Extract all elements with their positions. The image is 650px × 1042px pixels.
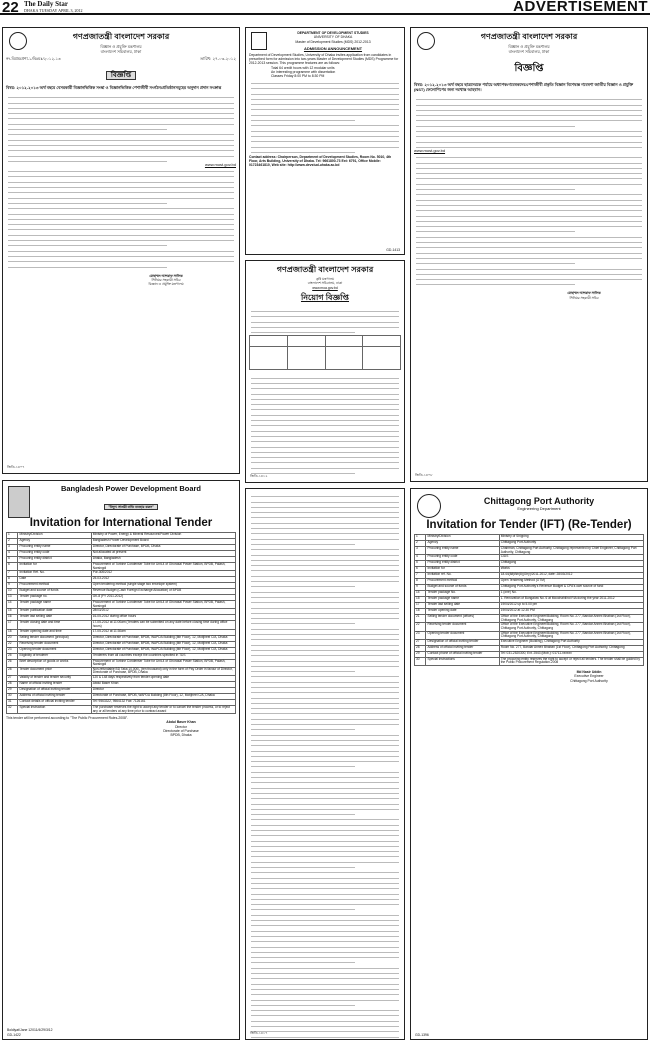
- row-label: Budget and source of funds: [18, 589, 91, 595]
- signer-name: মোহাম্মদ আশরাফ সালিক: [567, 291, 601, 296]
- feature-3: Classes Friday 8:00 PM to 8:30 PM: [271, 74, 325, 79]
- row-value: Procurement of Turbine Condenser Tube for Unit-4 of Ghorasal Power Station, BPDB, Palash, Narsingdi: [91, 601, 235, 609]
- row-value: 1 (one) No.: [499, 591, 643, 597]
- row-value: 17-05-2012 at 11:00am (Tenders can be submitted on any date before closing time during office hours): [91, 621, 235, 629]
- row-label: Tender package name: [18, 601, 91, 609]
- office-name: বাংলাদেশ সচিবালয়, ঢাকা: [307, 281, 343, 286]
- row-value: Directorate of Purchase, BPDB, WAPDA Building (8th Floor), 12, Motijheel C/A, Dhaka: [91, 693, 235, 699]
- bpdb-logo-icon: [8, 486, 30, 518]
- row-value: 19/04/2012 at 12.30 PM: [499, 609, 643, 615]
- row-number: 17: [415, 603, 426, 609]
- ad-code: জিডি-১৪০৮: [415, 473, 433, 477]
- row-label: Tender package name: [426, 597, 499, 603]
- row-label: Procurement method: [18, 583, 91, 589]
- notice-label: বিজ্ঞপ্তি: [514, 63, 544, 74]
- ad-cpa-tender: [410, 488, 648, 1040]
- row-value: Procurement of Turbine Condenser Tube for Unit-4 of Ghorasal Power Station, BPDB, Palash, Narsingdi: [91, 563, 235, 571]
- row-number: 5: [7, 557, 18, 563]
- row-label: Procuring entity code: [426, 555, 499, 561]
- row-label: Ministry/Division: [18, 533, 91, 539]
- row-number: 6: [415, 567, 426, 573]
- table-row: [415, 657, 644, 665]
- row-label: Agency: [18, 539, 91, 545]
- notice-label: বিজ্ঞপ্তি: [106, 71, 136, 80]
- memo-number: নং-বিপ্রম/প্রশা-১/বিঃমঃ/২০১২-১৩: [6, 56, 61, 61]
- signature-block: [524, 291, 644, 300]
- row-number: 6: [7, 563, 18, 571]
- newspaper-date: DHAKA TUESDAY APRIL 3, 2012: [24, 8, 83, 13]
- signer-office: Directorate of Purchase: [163, 729, 199, 734]
- row-label: Contact details of official inviting tender: [18, 699, 91, 705]
- row-number: 31: [7, 699, 18, 705]
- notice-label: নিয়োগ বিজ্ঞপ্তি: [300, 292, 350, 302]
- row-number: 10: [7, 589, 18, 595]
- row-label: Tender last selling date: [18, 615, 91, 621]
- row-value: Director, Directorate of Purchase, BPDB, WAPDA Building (8th Floor), 12, Motijheel C/A, Dhaka: [91, 641, 235, 647]
- row-label: Invitation ref. No.: [426, 573, 499, 579]
- signature-block: [534, 670, 644, 683]
- memo-date: তারিখ: ২৭-০৩-২০১২: [200, 56, 236, 61]
- row-value: Not allocated at present: [91, 551, 235, 557]
- row-value: Ministry of Shipping: [499, 535, 643, 541]
- row-number: 18: [7, 629, 18, 635]
- ad-title: গণপ্রজাতন্ত্রী বাংলাদেশ সরকার: [276, 265, 374, 274]
- row-label: Tender package no.: [18, 595, 91, 601]
- row-label: Receiving tender document: [426, 623, 499, 631]
- row-value: 1. Renovation of Bungalow No. 6 at Moochahillnd RIA during the year 2011-2012: [499, 597, 643, 603]
- row-label: Tender opening date: [426, 609, 499, 615]
- tender-heading: Invitation for Tender (IFT) (Re-Tender): [426, 519, 632, 531]
- row-number: 25: [7, 653, 18, 659]
- contact-address: Contact address: Chairperson, Department of Development Studies, Room No. 5010, 4th Floor, Arts Building, University of Dhaka. Tel: 9661800-73 Ext: 6791, Office Mobile: 01723461810, Web site: http://www.devstud-uhaka.ac.bd: [249, 154, 392, 168]
- row-number: 14: [7, 601, 18, 609]
- row-number: 8: [7, 577, 18, 583]
- ministry-website-link[interactable]: www.most.gov.bd: [414, 147, 446, 153]
- signer-office: Chittagong Port Authority: [570, 678, 608, 683]
- ad-title: গণপ্রজাতন্ত্রী বাংলাদেশ সরকার: [480, 32, 578, 41]
- row-number: 17: [7, 621, 18, 629]
- org-motto: "বিদ্যুৎ সাশ্রয়ী বাতি ব্যবহার করুন": [104, 504, 158, 510]
- table-row: [7, 705, 236, 713]
- row-number: 4: [415, 555, 426, 561]
- row-number: 27: [415, 639, 426, 645]
- row-label: Procuring entity code: [18, 551, 91, 557]
- newspaper-masthead: [24, 0, 83, 13]
- admission-heading: ADMISSION ANNOUNCEMENT: [303, 45, 363, 51]
- row-value: Tel: 031-2520300, Ext. 2543 (Mob.): 01711-xxxxxx: [499, 651, 643, 657]
- ministry-website-link[interactable]: www.moa.gov.bd: [312, 285, 338, 290]
- page-header: [0, 0, 650, 15]
- row-label: Procuring entity name: [18, 545, 91, 551]
- row-value: 18.44(88)Bib(8)(Ghy)/2011-2012, date: 28/03/2012: [499, 573, 643, 579]
- admission-body: Department of Development Studies, University of Dhaka invites application from candidates in prescribed form for admission into two-years Master of Development Studies (MDS) Programme for 2012-2013 session. This programme features are as follows:: [249, 52, 399, 66]
- row-value: 19/04/2012 up to 5.00 pm: [499, 603, 643, 609]
- row-value: Tenderers from all countries except the countries specified in TDS: [91, 653, 235, 659]
- signer-name: Md Nasir Uddin: [576, 669, 602, 674]
- table-row: [7, 621, 236, 629]
- org-name: Chittagong Port Authority: [483, 496, 595, 506]
- row-label: Tender last selling date: [426, 603, 499, 609]
- ad-title: গণপ্রজাতন্ত্রী বাংলাদেশ সরকার: [72, 32, 170, 41]
- ministry-name: বিজ্ঞান ও প্রযুক্তি মন্ত্রণালয়: [508, 44, 550, 49]
- ad-nst-fellowship: [410, 27, 648, 482]
- signer-name: মোহাম্মদ আশরাফ সালিক: [149, 273, 183, 278]
- tender-heading: Invitation for International Tender: [29, 517, 213, 529]
- row-number: 15: [415, 597, 426, 603]
- row-label: Tender document price: [18, 667, 91, 675]
- row-number: 4: [7, 551, 18, 557]
- row-number: 8: [415, 579, 426, 585]
- signature-block: [126, 720, 236, 737]
- row-value: Works: [499, 567, 643, 573]
- row-value: Office of the Executive Engineer/Building, Room No. 277, Bandar Annex Bhaban (1st Floor), Chittagong Port Authority, Chittagong: [499, 623, 643, 631]
- row-number: 21: [415, 615, 426, 623]
- row-label: Opening tender document: [426, 631, 499, 639]
- row-label: Tender publication date: [18, 609, 91, 615]
- row-label: Procuring entity name: [426, 547, 499, 555]
- ad-code: জিডি-১৪১৭: [250, 1031, 268, 1035]
- row-number: 32: [7, 705, 18, 713]
- row-number: 2: [7, 539, 18, 545]
- row-value: Chittagong Port Authority: [499, 541, 643, 547]
- signer-title: সিনিয়র সহকারী সচিব: [151, 277, 181, 282]
- row-number: 16: [7, 615, 18, 621]
- cpa-logo-icon: [417, 494, 441, 518]
- row-label: Selling tender document (principal): [18, 635, 91, 641]
- row-value: Ministry of Power, Energy & Mineral Resources/Power Division: [91, 533, 235, 539]
- row-label: Opening tender document: [18, 647, 91, 653]
- notice-body: [6, 93, 236, 162]
- row-label: Ministry/Division: [426, 535, 499, 541]
- ad-reference: Boldiyat/Jane 12011/4/29/3/12: [7, 1028, 53, 1032]
- row-number: 13: [7, 595, 18, 601]
- row-label: Invitation for: [18, 563, 91, 571]
- signature-block: [96, 274, 236, 287]
- row-number: 3: [7, 545, 18, 551]
- row-label: Procuring entity district: [426, 561, 499, 567]
- row-number: 2: [415, 541, 426, 547]
- row-label: Budget and source of funds: [426, 585, 499, 591]
- row-number: 18: [415, 609, 426, 615]
- ministry-website-link[interactable]: www.most.gov.bd: [204, 161, 236, 167]
- ad-development-studies: [245, 27, 405, 255]
- row-value: Office of the Executive Engineer/Building, Room No. 277, Bandar Annex Bhaban (1st Floor), Chittagong Port Authority, Chittagong: [499, 631, 643, 639]
- university-logo-icon: [251, 32, 267, 50]
- ad-code: জিডি-১৪০৭: [7, 465, 25, 469]
- government-seal-icon: [417, 32, 435, 50]
- vacancy-table: [249, 335, 401, 370]
- row-value: Procurement of Turbine Condenser Tube for Unit-4 of Ghorasal Power Station, BPDB, Palash, Narsingdi: [91, 659, 235, 667]
- feature-1: Total 64 credit hours with 12 modular units: [271, 65, 335, 70]
- row-number: 30: [7, 693, 18, 699]
- row-value: Director, Directorate of Purchase, BPDB, WAPDA Building (8th Floor), 12, Motijheel C/A, Dhaka: [91, 635, 235, 641]
- ministry-name: বিজ্ঞান ও প্রযুক্তি মন্ত্রণালয়: [100, 44, 142, 49]
- row-number: 29: [415, 651, 426, 657]
- tender-info-table: [414, 534, 644, 666]
- row-number: 29: [7, 687, 18, 693]
- row-value: 16-05-2012 during office hours: [91, 615, 235, 621]
- row-number: 26: [7, 659, 18, 667]
- row-number: 15: [7, 609, 18, 615]
- row-value: Abdul Baser Khan: [91, 681, 235, 687]
- row-number: 23: [7, 647, 18, 653]
- signer-name: Abdul Baser Khan: [166, 720, 196, 725]
- row-number: 1: [415, 535, 426, 541]
- row-number: 3: [415, 547, 426, 555]
- row-value: Revenue Budget (Cash Foreign Exchange Allocation) of BPDB: [91, 589, 235, 595]
- row-number: 7: [7, 571, 18, 577]
- row-label: Tender package No.: [426, 591, 499, 597]
- row-value: The purchaser reserves the right to accept any tender or to cancel the tender process, or to reject any or all tenders at any time prior to contract award: [91, 705, 235, 713]
- row-number: 9: [7, 583, 18, 589]
- row-value: CIDS: [499, 555, 643, 561]
- ad-code: GD-1422: [7, 1033, 21, 1037]
- newspaper-name: The Daily Star: [24, 0, 68, 8]
- row-number: 14: [415, 591, 426, 597]
- government-seal-icon: [9, 32, 27, 50]
- section-title: ADVERTISEMENT: [513, 0, 648, 15]
- ad-code: জিডি-১৪১২: [250, 474, 268, 478]
- row-number: 28: [7, 681, 18, 687]
- signer-office: বিজ্ঞান ও প্রযুক্তি মন্ত্রণালয়: [148, 282, 184, 287]
- row-value: Non-refundable BD Taka 10,000/- (ten thousand) only in the form of Pay Order in favour of Director, Directorate of Purchase, BPDB, Dhaka: [91, 667, 235, 675]
- row-value: Chittagong: [499, 561, 643, 567]
- row-label: Contact phone of official inviting tender: [426, 651, 499, 657]
- row-value: Pur-306/2012: [91, 571, 235, 577]
- university-name: UNIVERSITY OF DHAKA: [313, 35, 353, 40]
- page-number: 22: [2, 0, 19, 15]
- ad-agriculture-conditions: [245, 488, 405, 1040]
- row-label: Special instruction: [18, 705, 91, 713]
- row-value: Open Tendering Method (OTM): [499, 579, 643, 585]
- row-value: 28/03/2012: [91, 609, 235, 615]
- ministry-name: কৃষি মন্ত্রণালয়: [316, 277, 334, 281]
- row-value: 17-05-2012 at 11:30am: [91, 629, 235, 635]
- row-label: Name of official inviting tender: [18, 681, 91, 687]
- row-number: 28: [7, 667, 18, 675]
- org-subtitle: Engineering Department: [517, 506, 561, 511]
- ad-bpdb-tender: [2, 480, 240, 1040]
- row-label: Address of official inviting tender: [426, 645, 499, 651]
- row-value: Room No. 277, Bandar Annex Bhaban (1st Floor), Chittagong Port Authority, Chittagong: [499, 645, 643, 651]
- row-value: Chittagong Port Authority's Revenue Budget & CPA's own source of fund: [499, 585, 643, 591]
- signer-title: সিনিয়র সহকারী সচিব: [569, 295, 599, 300]
- row-label: Validity of tender and tender security: [18, 675, 91, 681]
- row-value: 25-03-2012: [91, 577, 235, 583]
- row-number: 20: [7, 635, 18, 641]
- row-label: Date: [18, 577, 91, 583]
- table-row: [415, 623, 644, 631]
- dept-name: DEPARTMENT OF DEVELOPMENT STUDIES: [297, 31, 369, 35]
- row-value: Director, Directorate of Purchase, BPDB, Dhaka: [91, 545, 235, 551]
- office-name: বাংলাদেশ সচিবালয়, ঢাকা: [508, 49, 550, 54]
- row-number: 23: [415, 631, 426, 639]
- row-number: 27: [7, 675, 18, 681]
- program-name: Master of Development Studies (MDS) 2012-2013: [295, 39, 371, 44]
- signer-place: BPDB, Dhaka: [170, 733, 192, 738]
- row-value: GK-8 (FY 2011-2012): [91, 595, 235, 601]
- row-label: Procuring entity district: [18, 557, 91, 563]
- notice-subject: বিষয়: ২০১২-২০১৩ অর্থ বছরে বেসরকারী বিজ্ঞানভিত্তিক সংস্থা ও বিজ্ঞানভিত্তিক পেশাজীবী সংগঠন/প্রতিষ্ঠানসমূহের অনুদান প্রদান সংক্রান্ত: [6, 85, 222, 90]
- row-value: Director: [91, 687, 235, 693]
- row-value: Executive Engineer (Building), Chittagong Port Authority: [499, 639, 643, 645]
- row-value: Bangladesh Power Development Board: [91, 539, 235, 545]
- row-label: Designation of official inviting tender: [18, 687, 91, 693]
- row-label: Designation of official inviting tender: [426, 639, 499, 645]
- ad-code: GD-1413: [386, 248, 400, 252]
- row-number: 22: [7, 641, 18, 647]
- tender-note: This tender will be performed according to "The Public Procurement Rules-2008".: [6, 716, 129, 721]
- row-number: 22: [415, 623, 426, 631]
- row-label: Receiving tender document: [18, 641, 91, 647]
- ad-agriculture-recruitment: [245, 260, 405, 483]
- row-label: Agency: [426, 541, 499, 547]
- office-name: বাংলাদেশ সচিবালয়, ঢাকা: [100, 49, 142, 54]
- row-number: 30: [415, 657, 426, 665]
- org-name: Bangladesh Power Development Board: [60, 484, 202, 493]
- tender-info-table: [6, 532, 236, 714]
- ad-science-ministry-grant: [2, 27, 240, 474]
- ad-code: GD-1396: [415, 1033, 429, 1037]
- row-value: Dhaka, Bangladesh: [91, 557, 235, 563]
- row-value: Director, Directorate of Purchase, BPDB, WAPDA Building (8th Floor), 12, Motijheel C/A, Dhaka: [91, 647, 235, 653]
- row-value: Open tendering method (single stage two envelope system): [91, 583, 235, 589]
- row-value: Office of the Executive Engineer/Building, Room No. 277, Bandar Annex Bhaban (1st Floor), Chittagong Port Authority, Chittagong: [499, 615, 643, 623]
- feature-2: An interesting programme with dissertation: [271, 70, 336, 75]
- row-label: Selling tender document (offices): [426, 615, 499, 623]
- row-label: Procurement method: [426, 579, 499, 585]
- row-label: Tender opening date and time: [18, 629, 91, 635]
- row-value: 120 & 148 days respectively from tender opening date: [91, 675, 235, 681]
- signer-title: Executive Engineer: [574, 674, 604, 679]
- row-number: 9: [415, 585, 426, 591]
- row-label: Special instructions: [426, 657, 499, 665]
- row-number: 1: [7, 533, 18, 539]
- row-number: 28: [415, 645, 426, 651]
- row-label: Invitation Ref. No.: [18, 571, 91, 577]
- notice-subject: বিষয়: ২০১২-২০১৩ অর্থ বছরে ছাত্রদেরকে পর্যায়ে অধ্যাপক/গবেষকদের/পেশাজীবী প্রকৃতি বিজ্ঞান বিশেষজ্ঞ গবেষণা জাতীয় বিজ্ঞান ও প্রযুক্তি (NST) ফেলোশিপের জন্য দরখাস্ত আহবান।: [414, 82, 634, 92]
- row-value: Chairman, Chittagong Port Authority, Chittagong represented by Chief Engineer, Chittagong Port Authority, Chittagong: [499, 547, 643, 555]
- row-number: 7: [415, 573, 426, 579]
- row-label: Eligibility of tenderer: [18, 653, 91, 659]
- row-label: Tender closing date and time: [18, 621, 91, 629]
- row-label: Invitation for: [426, 567, 499, 573]
- signer-title: Director: [175, 724, 187, 729]
- row-label: Address of official inviting tender: [18, 693, 91, 699]
- row-number: 5: [415, 561, 426, 567]
- row-value: The procuring entity reserves the right to accept or reject all tenders. The tender shall be guided by the Public Procurement Regulation-2008: [499, 657, 643, 665]
- row-label: Brief description of goods or works: [18, 659, 91, 667]
- row-value: Tel: 9563322, 9564132 Fax: 7126161: [91, 699, 235, 705]
